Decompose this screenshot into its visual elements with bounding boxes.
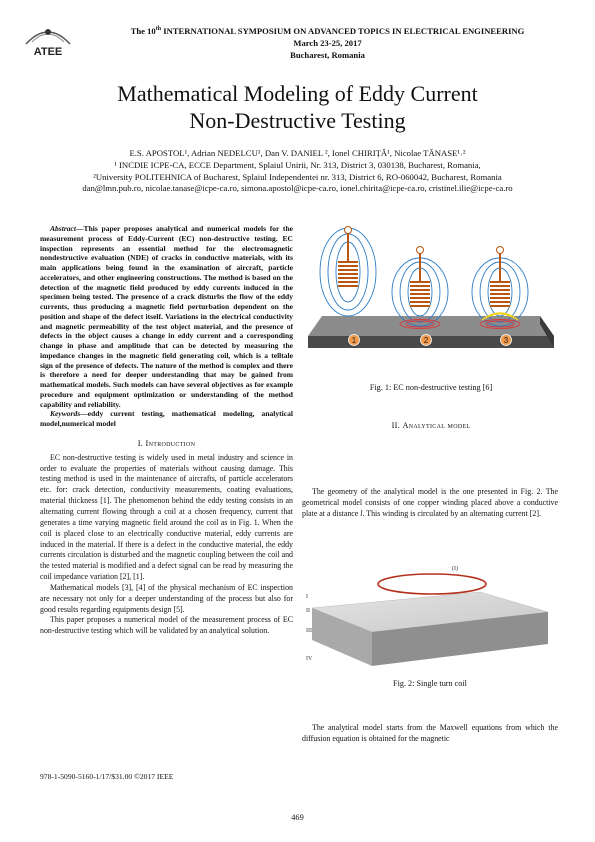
author-block [20, 148, 575, 195]
logo-text: ATEE [33, 46, 63, 58]
section-heading-analytical-model: II. Analytical model [391, 421, 471, 430]
intro-paragraph-1: EC non-destructive testing is widely used in metal industry and science in order to evaluate the properties of materials without causing damage. This testing method is used in the maintenance of aircrafts, of particle accelerators etc. for: crack detection, conductivity measurements, coating evaluations, material thickness [1]. The phenomenon behind the eddy testing consists in an alternating current flowing through a coil at a chosen frequency, current that generates a time varying magnetic field around the coil as in Fig. 1. When the coil is placed close to an electrically conductive material, eddy currents are induced in the material. If there is a defect in the conductive material, the eddy currents circulation is disturbed and the magnetic coupling between the coil and the tested material is modified and a defect signal can be read by measuring the coil impedance variation [2], [1]. [40, 452, 293, 582]
figure-1-caption: Fig. 1: EC non-destructive testing [6] [369, 383, 493, 392]
single-turn-coil-figure [302, 548, 558, 668]
atee-logo-icon [22, 22, 74, 58]
fig1-label-3: 3 [503, 336, 509, 345]
intro-paragraph-2: Mathematical models [3], [4] of the physical mechanism of EC inspection are necessary not only for a deeper understanding of the process but also for good results regarding equipments design [5]. [40, 582, 293, 614]
paper-title: Mathematical Modeling of Eddy Current Non-Destructive Testing [117, 81, 478, 133]
keywords: Keywords—eddy current testing, mathematical modeling, analytical model,numerical model [40, 409, 293, 428]
figure-1 [302, 224, 560, 374]
affiliation-1: ¹ INCDIE ICPE-CA, ECCE Department, Splaiul Unirii, Nr. 313, District 3, 030138, Bucharest, Romania, [114, 159, 481, 170]
analytical-paragraph-2: The analytical model starts from the Maxwell equations from which the diffusion equation is obtained for the magnetic [302, 723, 558, 743]
fig2-label-region-2: II [306, 608, 310, 614]
analytical-paragraph-1: The geometry of the analytical model is the one presented in Fig. 2. The geometrical model consists of one copper winding placed above a conductive plate at a distance l. This winding is circulated by an alternating current [2]. [302, 487, 558, 518]
left-column [40, 224, 293, 637]
conference-logo [22, 22, 74, 58]
conference-date: March 23-25, 2017 [293, 38, 362, 48]
fig2-label-current: (I) [452, 566, 458, 572]
author-names: E.S. APOSTOL¹, Adrian NEDELCU¹, Dan V. DANIEL ², Ionel CHIRIȚĂ¹, Nicolae TĂNASE¹˒² [129, 148, 466, 158]
section-heading-introduction: I. Introduction [137, 438, 196, 448]
eddy-current-figure [302, 224, 560, 374]
page-number: 469 [291, 813, 304, 822]
fig2-label-region-1: I [306, 594, 308, 600]
isbn-line: 978-1-5090-5160-1/17/$31.00 ©2017 IEEE [40, 772, 174, 781]
conference-name: The 10th INTERNATIONAL SYMPOSIUM ON ADVANCED TOPICS IN ELECTRICAL ENGINEERING [130, 26, 525, 36]
affiliation-2: ²University POLITEHNICA of Bucharest, Splaiul Independentei nr. 313, District 6, RO-060042, Bucharest, Romania [93, 171, 502, 182]
figure-2-caption: Fig. 2: Single turn coil [393, 679, 467, 688]
fig1-label-2: 2 [423, 336, 429, 345]
author-emails: dan@lmn.pub.ro, nicolae.tanase@icpe-ca.ro, simona.apostol@icpe-ca.ro, ionel.chirita@icpe-ca.ro, cristinel.ilie@icpe-ca.ro [82, 183, 513, 194]
abstract: Abstract—This paper proposes analytical and numerical models for the measurement process of Eddy-Current (EC) non-destructive testing. EC inspection represents an essential method for the electromagnetic nondestructive evaluation (NDE) of cracks in conductive materials, with its main applications being found in the examination of aircraft, particle accelerators, and other engineering constructions. The method is based on the detection of the magnetic field produced by eddy currents induced in the specimen being tested. The presence of a crack disturbs the flow of the eddy currents, thus producing a magnetic field perturbation dependent on the position and shape of the defect itself. Variations in the electrical conductivity and magnetic permeability of the test object material, and the presence of defects in the object causes a change in eddy current and a corresponding change in phase and amplitude that can be detected by measuring the impedance changes in the magnetic field generating coil, which is a telltale sign of the presence of defects. The nature of the method is complex and there is therefore a need for deeper understanding that may be gained from mathematical models. Such models can have several objectives as for example procedure and equipment optimization or understanding of the method capability and reliability. [40, 224, 293, 409]
fig2-label-region-4: IV [306, 656, 313, 662]
fig1-label-1: 1 [351, 336, 357, 345]
figure-2 [302, 548, 558, 668]
fig2-label-region-3: III [306, 628, 312, 634]
conference-place: Bucharest, Romania [290, 50, 365, 60]
intro-paragraph-3: This paper proposes a numerical model of the measurement process of EC non-destructive testing which will be validated by an analytical solution. [40, 615, 293, 636]
